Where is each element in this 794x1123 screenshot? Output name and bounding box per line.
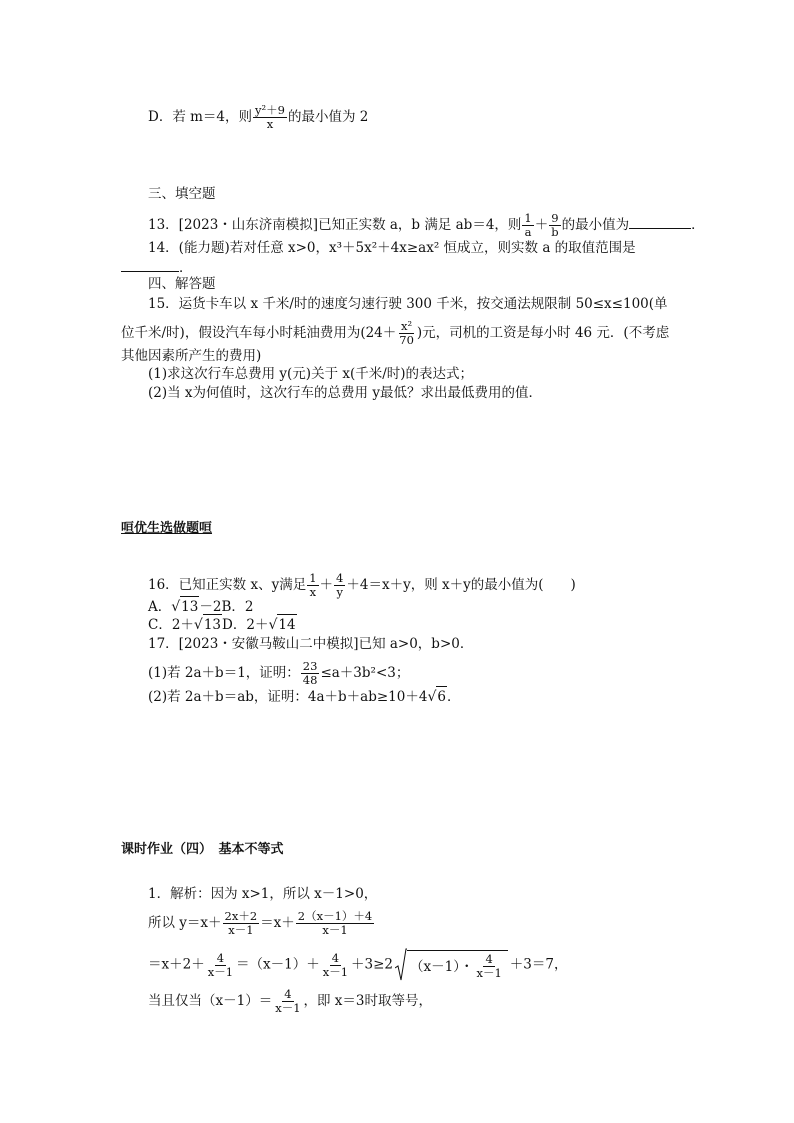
fraction: $\frac{4}{x-1}$ <box>275 987 301 1015</box>
sqrt: （x－1）・ $\frac{4}{x-1}$ <box>395 948 508 982</box>
fraction: $\frac{1}{a}$ <box>524 211 532 239</box>
fraction: $\frac{9}{b}$ <box>551 211 559 239</box>
fraction: $\frac{2(x-1)+4}{x-1}$ <box>297 909 373 937</box>
question-15-part1: (1)求这次行车总费用 y(元)关于 x(千米/时)的表达式； <box>148 366 474 382</box>
sqrt: √ 6 <box>427 686 447 707</box>
question-15-line3: 其他因素所产生的费用) <box>121 348 262 364</box>
question-15-line2: 位千米/时)，假设汽车每小时耗油费用为(24＋ $\frac{\text{x²}}{70}$ )元，司机的工资是每小时 46 元．(不考虑 <box>121 319 670 347</box>
homework-title: 课时作业（四） 基本不等式 <box>121 842 284 857</box>
question-17: 17．[2023・安徽马鞍山二中模拟]已知 a>0，b>0． <box>148 636 474 652</box>
solution-line2: 所以 y＝x＋ $\frac{2x+2}{x-1}$ ＝x＋ $\frac{2(x-1)+4}{x-1}$ <box>148 909 373 937</box>
solution-line1: 1．解析：因为 x>1，所以 x－1>0， <box>148 886 378 902</box>
fraction: $\frac{4}{y}$ <box>336 571 344 599</box>
fraction: $\frac{\text{y²＋9}}{x}$ <box>255 103 285 131</box>
question-13: 13．[2023・山东济南模拟]已知正实数 a，b 满足 ab＝4，则 $\frac{1}{a}$ ＋ $\frac{9}{b}$ 的最小值为 ． <box>148 211 705 239</box>
answer-blank[interactable] <box>629 216 691 229</box>
section-fill-in-heading: 三、填空题 <box>148 186 216 202</box>
solution-line3: ＝x＋2＋ $\frac{4}{x-1}$ ＝（x－1）＋ $\frac{4}{x-1}$ ＋3≥2 （x－1）・ $\frac{4}{x-1}$ ＋3＝7， <box>148 948 567 982</box>
question-16-options-ab: A． √ 13 －2B．2 <box>148 596 253 617</box>
fraction: $\frac{2x+2}{x-1}$ <box>224 909 258 937</box>
question-15-line1: 15．运货卡车以 x 千米/时的速度匀速行驶 300 千米，按交通法规限制 50≤x≤100(单 <box>148 296 668 312</box>
fraction: $\frac{4}{x-1}$ <box>322 950 349 979</box>
fraction: $\frac{23}{48}$ <box>302 659 318 687</box>
sqrt: √ 13 <box>171 596 199 617</box>
solution-line4: 当且仅当（x－1）＝ $\frac{4}{x-1}$ ，即 x＝3时取等号， <box>148 987 433 1015</box>
sqrt: √ 14 <box>268 614 296 635</box>
question-15-part2: (2)当 x为何值时，这次行车的总费用 y最低？求出最低费用的值． <box>148 385 542 401</box>
fraction: $\frac{4}{x-1}$ <box>476 952 502 980</box>
question-17-part1: (1)若 2a＋b＝1，证明： $\frac{23}{48}$ ≤a＋3b²<3； <box>148 659 410 687</box>
sqrt: √ 13 <box>194 614 222 635</box>
question-16: 16．已知正实数 x、y满足 $\frac{1}{x}$ ＋ $\frac{4}{y}$ ＋4＝x＋y，则 x＋y的最小值为( ) <box>148 571 576 599</box>
question-17-part2: (2)若 2a＋b＝ab，证明：4a＋b＋ab≥10＋4 √ 6 ． <box>148 686 460 707</box>
option-d: D．若 m＝4，则 $\frac{\text{y²＋9}}{x}$ 的最小值为 2 <box>148 103 369 131</box>
fraction: $\frac{\text{x²}}{70}$ <box>399 319 414 347</box>
preferred-section-heading: 咺优生选做题咺 <box>121 521 213 536</box>
answer-blank[interactable] <box>121 259 179 272</box>
question-14: 14．(能力题)若对任意 x>0，x³＋5x²＋4x≥ax² 恒成立，则实数 a 的取值范围是 <box>148 240 636 256</box>
fraction: $\frac{4}{x-1}$ <box>207 950 234 979</box>
fraction: $\frac{1}{x}$ <box>309 571 317 599</box>
section-answer-heading: 四、解答题 <box>148 276 216 292</box>
question-16-options-cd: C．2＋ √ 13 D．2＋ √ 14 <box>148 614 297 635</box>
radical-sign <box>395 948 407 982</box>
question-14-cont: ． <box>121 258 193 278</box>
